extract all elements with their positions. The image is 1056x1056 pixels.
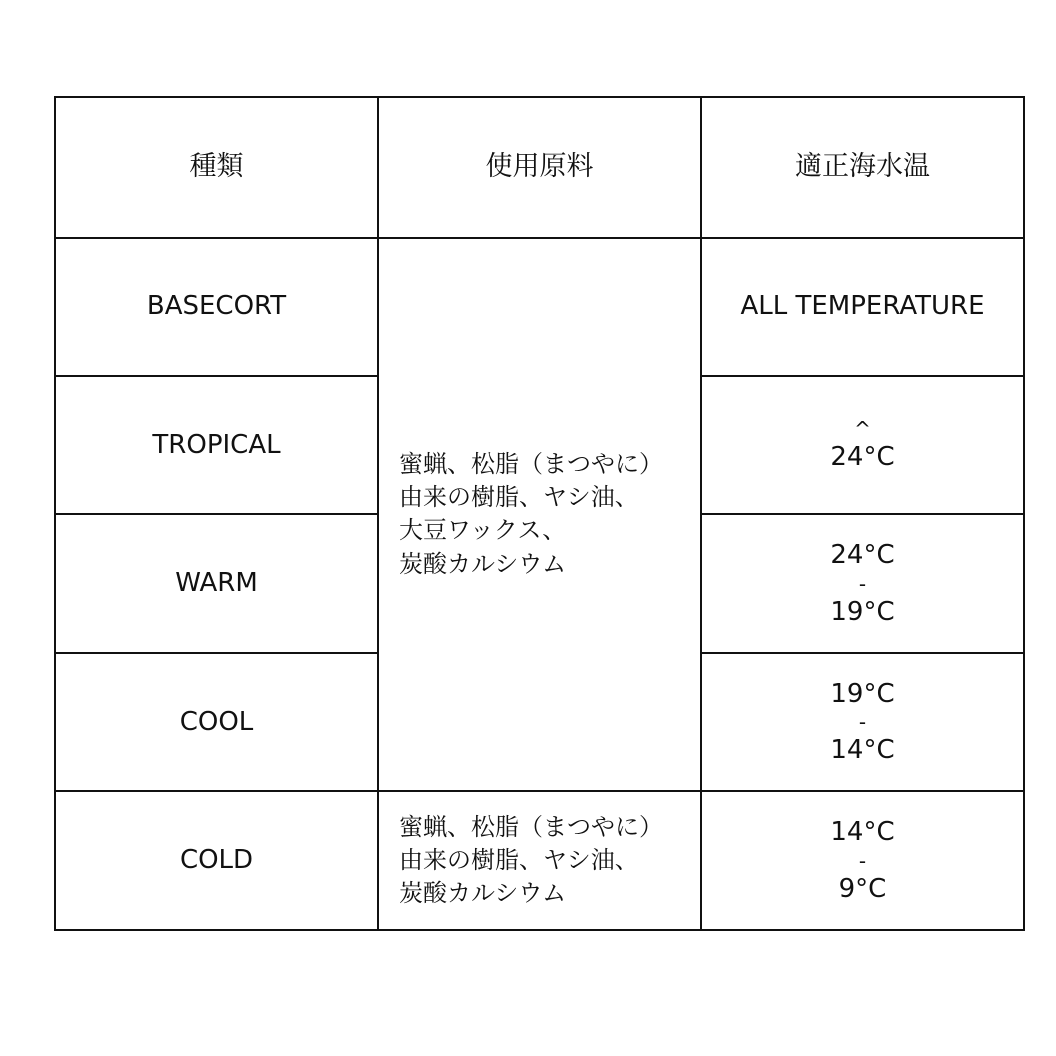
- header-materials: 使用原料: [378, 97, 701, 238]
- materials-cell-shared: [378, 238, 701, 792]
- header-type: 種類: [55, 97, 378, 238]
- table-header-row: [55, 97, 1024, 238]
- material-line: 蜜蝋、松脂（まつやに）: [399, 450, 663, 479]
- temp-high: 14°C: [830, 817, 895, 848]
- material-line: 炭酸カルシウム: [399, 549, 567, 578]
- temp-low: 14°C: [830, 735, 895, 766]
- temp-high: 24°C: [830, 540, 895, 571]
- type-cell: WARM: [55, 514, 378, 652]
- material-line: 炭酸カルシウム: [399, 879, 567, 908]
- wax-spec-table: [54, 96, 1025, 931]
- type-cell: COOL: [55, 653, 378, 791]
- type-cell: COLD: [55, 791, 378, 930]
- temp-separator: -: [858, 848, 867, 873]
- table-row-basecort: [55, 238, 1024, 376]
- material-line: 由来の樹脂、ヤシ油、: [399, 483, 639, 512]
- material-line: 蜜蝋、松脂（まつやに）: [399, 813, 663, 842]
- temp-low: 9°C: [838, 873, 887, 904]
- materials-cell: [378, 791, 701, 930]
- material-line: 由来の樹脂、ヤシ油、: [399, 846, 639, 875]
- temp-caret: ^: [854, 416, 871, 441]
- temp-value: ALL TEMPERATURE: [740, 291, 985, 322]
- type-cell: BASECORT: [55, 238, 378, 376]
- temp-separator: -: [858, 571, 867, 596]
- table-row-cold: [55, 791, 1024, 930]
- temp-cell: [701, 653, 1024, 791]
- temp-cell: [701, 791, 1024, 930]
- header-water-temp: 適正海水温: [701, 97, 1024, 238]
- temp-value: 24°C: [830, 441, 895, 472]
- temp-cell: [701, 514, 1024, 652]
- temp-separator: -: [858, 710, 867, 735]
- temp-cell: [701, 238, 1024, 376]
- type-cell: TROPICAL: [55, 376, 378, 514]
- material-line: 大豆ワックス、: [399, 516, 567, 545]
- temp-cell: [701, 376, 1024, 514]
- temp-high: 19°C: [830, 678, 895, 709]
- temp-low: 19°C: [830, 596, 895, 627]
